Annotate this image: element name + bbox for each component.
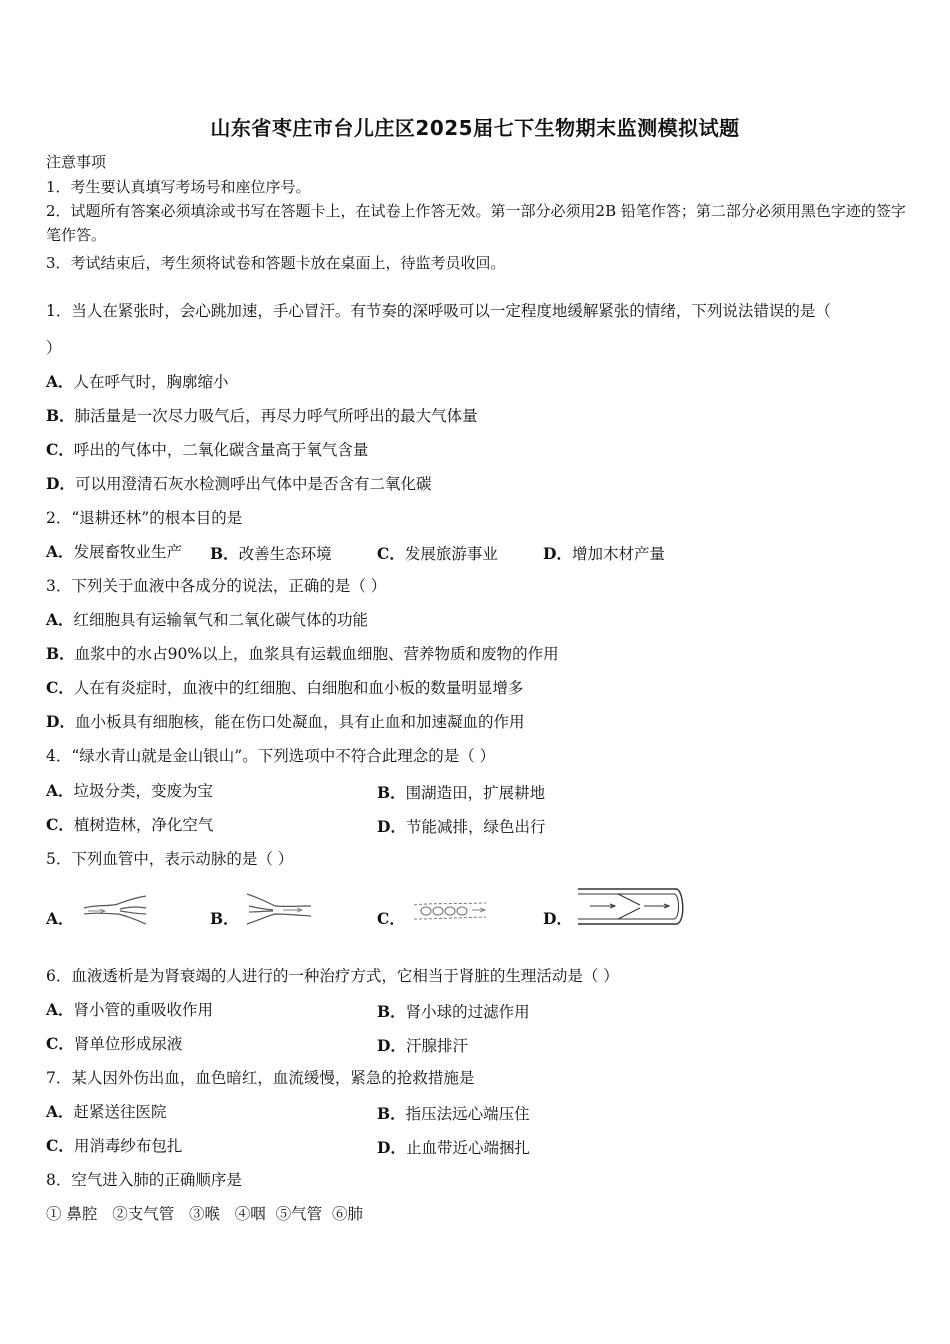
q1-option-d (46, 474, 431, 494)
q4-option-b (377, 781, 545, 803)
option-text: 可以用澄清石灰水检测呼出气体中是否含有二氧化碳 (74, 475, 432, 493)
option-label: C． (46, 815, 74, 834)
q7-option-d (377, 1136, 530, 1158)
option-label: A． (46, 1102, 74, 1121)
option-label: B． (210, 544, 239, 563)
option-text: 止血带近心端捆扎 (405, 1139, 530, 1157)
option-text: 肺活量是一次尽力吸气后，再尽力呼气所呼出的最大气体量 (74, 407, 478, 425)
option-label: A． (46, 610, 74, 629)
option-label: B． (46, 644, 75, 663)
option-label: D． (46, 474, 75, 493)
q5-option-a (46, 907, 74, 929)
q3-option-b (46, 644, 559, 664)
question-7-stem: 7．某人因外伤出血，血色暗红，血流缓慢，紧急的抢救措施是 (46, 1069, 475, 1087)
option-text: 血小板具有细胞核，能在伤口处凝血，具有止血和加速凝血的作用 (74, 713, 525, 731)
option-text: 改善生态环境 (238, 545, 332, 563)
option-label: B． (210, 909, 239, 928)
q6-option-c (46, 1034, 182, 1054)
q7-option-a (46, 1102, 167, 1122)
q7-option-b (377, 1102, 530, 1124)
option-text: 用消毒纱布包扎 (73, 1137, 183, 1155)
q4-option-a (46, 781, 213, 801)
question-5-stem: 5．下列血管中，表示动脉的是（ ） (46, 850, 294, 868)
option-label: D． (377, 1138, 406, 1157)
option-label: C． (46, 1034, 74, 1053)
notice-item-3: 3．考试结束后，考生须将试卷和答题卡放在桌面上，待监考员收回。 (46, 254, 506, 272)
q5-option-d (543, 907, 572, 929)
q5-option-b (210, 907, 239, 929)
option-label: C． (377, 544, 405, 563)
question-4-stem: 4．“绿水青山就是金山银山”。下列选项中不符合此理念的是（ ） (46, 747, 496, 765)
q1-option-a (46, 372, 229, 392)
question-6-stem: 6．血液透析是为肾衰竭的人进行的一种治疗方式，它相当于肾脏的生理活动是（ ） (46, 967, 619, 985)
option-text: 呼出的气体中，二氧化碳含量高于氧气含量 (73, 441, 369, 459)
vein-valve-diagram (574, 884, 688, 930)
q3-option-d (46, 712, 524, 732)
option-label: B． (377, 1104, 406, 1123)
vein-merge-diagram (243, 890, 315, 930)
option-text: 增加木材产量 (571, 545, 665, 563)
q6-option-a (46, 1000, 213, 1020)
question-3-stem: 3．下列关于血液中各成分的说法，正确的是（ ） (46, 577, 387, 595)
question-2-stem: 2．“退耕还林”的根本目的是 (46, 509, 243, 527)
question-1-stem-cont: ） (46, 339, 62, 357)
option-text: 肾小球的过滤作用 (405, 1003, 530, 1021)
question-1-stem: 1．当人在紧张时，会心跳加速，手心冒汗。有节奏的深呼吸可以一定程度地缓解紧张的情绪，下列说法错误的是（ (46, 302, 831, 320)
option-text: 节能减排，绿色出行 (405, 818, 546, 836)
q2-option-a (46, 542, 182, 562)
option-text: 指压法远心端压住 (405, 1105, 530, 1123)
q2-option-d (543, 542, 665, 564)
q4-option-d (377, 815, 545, 837)
option-text: 赶紧送往医院 (73, 1103, 167, 1121)
q3-option-a (46, 610, 368, 630)
exam-title: 山东省枣庄市台儿庄区2025届七下生物期末监测模拟试题 (210, 116, 740, 140)
option-label: A． (46, 372, 74, 391)
option-text: 植树造林，净化空气 (73, 816, 214, 834)
option-label: A． (46, 781, 74, 800)
notice-item-1: 1．考生要认真填写考场号和座位序号。 (46, 178, 311, 196)
artery-branch-diagram (80, 890, 152, 930)
option-text: 肾小管的重吸收作用 (73, 1001, 214, 1019)
option-label: D． (377, 1036, 406, 1055)
q5-option-c (377, 907, 405, 929)
option-label: A． (46, 542, 74, 561)
option-label: A． (46, 909, 74, 928)
q1-option-c (46, 440, 368, 460)
option-text: 垃圾分类，变废为宝 (73, 782, 214, 800)
option-text: 肾单位形成尿液 (73, 1035, 183, 1053)
q3-option-c (46, 678, 523, 698)
option-label: D． (543, 909, 572, 928)
option-label: D． (46, 712, 75, 731)
option-label: D． (543, 544, 572, 563)
q1-option-b (46, 406, 478, 426)
option-text: 人在呼气时，胸廓缩小 (73, 373, 229, 391)
notice-item-2: 2．试题所有答案必须填涂或书写在答题卡上，在试卷上作答无效。第一部分必须用2B 铅笔作答；第二部分必须用黑色字迹的签字笔作答。 (46, 202, 906, 244)
q8-sequence: ① 鼻腔 ②支气管 ③喉 ④咽 ⑤气管 ⑥肺 (46, 1205, 363, 1223)
option-text: 红细胞具有运输氧气和二氧化碳气体的功能 (73, 611, 369, 629)
q6-option-d (377, 1034, 468, 1056)
option-text: 汗腺排汗 (405, 1037, 468, 1055)
option-label: D． (377, 817, 406, 836)
q7-option-c (46, 1136, 182, 1156)
q2-option-c (377, 542, 498, 564)
q6-option-b (377, 1000, 530, 1022)
option-text: 血浆中的水占90%以上，血浆具有运载血细胞、营养物质和废物的作用 (74, 645, 559, 663)
option-text: 人在有炎症时，血液中的红细胞、白细胞和血小板的数量明显增多 (73, 679, 524, 697)
option-label: B． (377, 1002, 406, 1021)
option-label: B． (46, 406, 75, 425)
notice-heading: 注意事项 (46, 153, 107, 171)
option-text: 围湖造田，扩展耕地 (405, 784, 546, 802)
option-label: B． (377, 783, 406, 802)
option-label: C． (46, 678, 74, 697)
option-label: C． (377, 909, 405, 928)
capillary-diagram (410, 895, 490, 927)
q2-option-b (210, 542, 332, 564)
option-label: A． (46, 1000, 74, 1019)
option-text: 发展畜牧业生产 (73, 543, 183, 561)
option-text: 发展旅游事业 (404, 545, 498, 563)
option-label: C． (46, 440, 74, 459)
option-label: C． (46, 1136, 74, 1155)
question-8-stem: 8．空气进入肺的正确顺序是 (46, 1171, 242, 1189)
q4-option-c (46, 815, 213, 835)
